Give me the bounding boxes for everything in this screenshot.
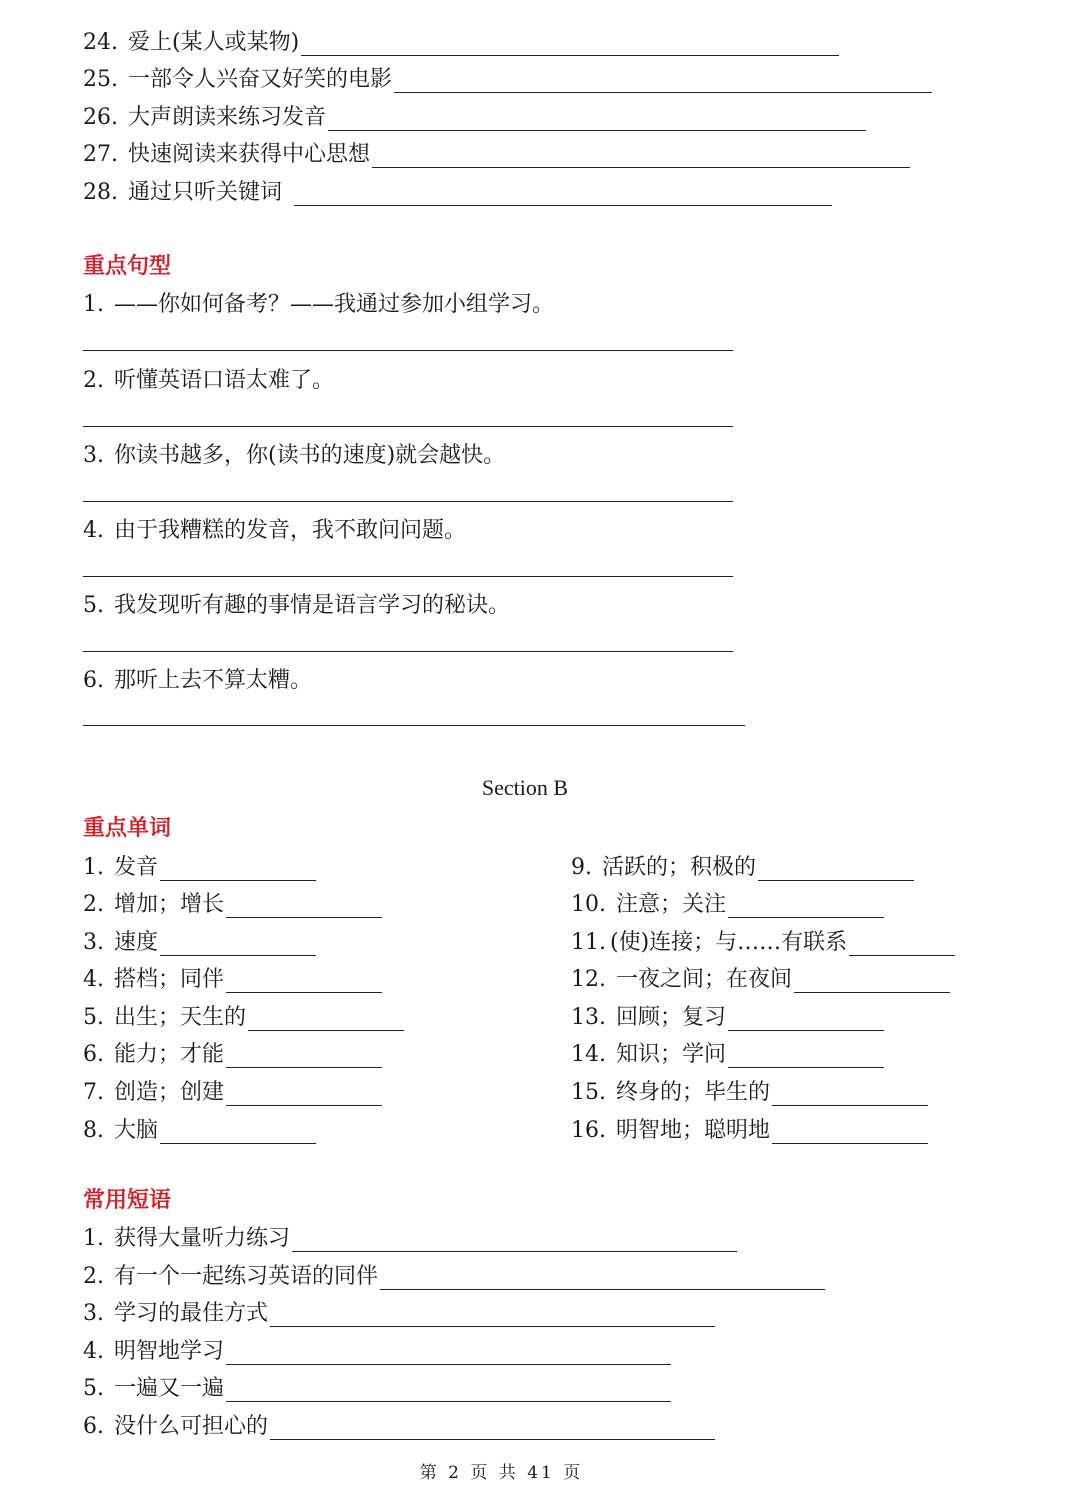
item-number: 7. [83,1080,104,1105]
item-text: 知识；学问 [616,1042,727,1067]
word-item [83,957,382,993]
answer-blank[interactable] [226,1379,671,1402]
answer-blank[interactable] [372,145,910,168]
word-item [571,882,884,918]
answer-blank[interactable] [292,1229,737,1252]
answer-blank[interactable] [248,1008,404,1031]
item-number: 16. [571,1118,606,1143]
answer-blank[interactable] [160,1121,316,1144]
item-number: 26. [83,105,118,130]
item-text: 获得大量听力练习 [114,1226,291,1251]
answer-blank[interactable] [270,1417,715,1440]
item-text: 大脑 [114,1118,159,1143]
item-number: 11. [571,930,606,955]
word-item [83,1108,316,1144]
answer-blank[interactable] [160,858,316,881]
word-item [571,1032,884,1068]
sentence-item [83,658,312,694]
item-text: (使)连接；与……有联系 [610,930,848,955]
item-text: 活跃的；积极的 [602,855,757,880]
item-text: 搭档；同伴 [114,967,225,992]
item-number: 25. [83,67,118,92]
item-text: 由于我糟糕的发音，我不敢问问题。 [114,518,467,543]
phrase-item [83,1291,715,1327]
answer-blank[interactable] [301,33,839,56]
answer-blank[interactable] [226,1342,671,1365]
answer-line[interactable] [83,350,733,351]
answer-blank[interactable] [772,1121,928,1144]
item-number: 15. [571,1080,606,1105]
answer-line[interactable] [83,576,733,577]
item-number: 1. [83,292,104,317]
phrase-item-25 [83,57,932,93]
sentence-item [83,583,510,619]
phrases-heading: 常用短语 [83,1187,172,1213]
item-text: 听懂英语口语太难了。 [114,368,335,393]
answer-blank[interactable] [728,895,884,918]
phrase-item-27 [83,132,910,168]
phrase-item [83,1404,715,1440]
item-number: 14. [571,1042,606,1067]
item-text: 爱上(某人或某物) [128,30,300,55]
item-text: 大声朗读来练习发音 [128,105,327,130]
phrase-item-26 [83,95,866,131]
item-number: 9. [571,855,592,880]
phrase-item [83,1366,671,1402]
item-text: 没什么可担心的 [114,1414,269,1439]
word-item [83,882,382,918]
item-number: 27. [83,142,118,167]
answer-blank[interactable] [758,858,914,881]
item-number: 1. [83,1226,104,1251]
item-number: 1. [83,855,104,880]
item-text: 你读书越多，你(读书的速度)就会越快。 [114,443,506,468]
item-number: 10. [571,892,606,917]
phrase-item-24 [83,20,839,56]
word-item [571,995,884,1031]
phrase-item-28 [83,170,832,206]
item-number: 6. [83,1042,104,1067]
answer-blank[interactable] [728,1045,884,1068]
word-item [571,957,950,993]
sentences-heading: 重点句型 [83,253,172,279]
item-number: 2. [83,368,104,393]
word-item [83,845,316,881]
word-item [83,995,404,1031]
item-text: 明智地学习 [114,1339,225,1364]
phrase-item [83,1254,825,1290]
item-text: 终身的；毕生的 [616,1080,771,1105]
answer-blank[interactable] [772,1083,928,1106]
answer-blank[interactable] [849,933,955,956]
answer-blank[interactable] [728,1008,884,1031]
answer-blank[interactable] [226,970,382,993]
item-number: 6. [83,1414,104,1439]
item-text: 通过只听关键词 [128,180,283,205]
answer-blank[interactable] [794,970,950,993]
answer-line[interactable] [83,725,745,726]
answer-blank[interactable] [226,1045,382,1068]
item-text: 出生；天生的 [114,1005,247,1030]
answer-blank[interactable] [380,1267,825,1290]
item-number: 4. [83,518,104,543]
item-number: 5. [83,1005,104,1030]
item-text: 快速阅读来获得中心思想 [128,142,371,167]
answer-line[interactable] [83,501,733,502]
item-number: 4. [83,967,104,992]
item-number: 28. [83,180,118,205]
words-heading: 重点单词 [83,815,172,841]
item-number: 2. [83,1264,104,1289]
item-text: 发音 [114,855,159,880]
item-text: 我发现听有趣的事情是语言学习的秘诀。 [114,593,511,618]
sentence-item [83,433,505,469]
item-text: 创造；创建 [114,1080,225,1105]
item-text: ——你如何备考？——我通过参加小组学习。 [114,292,555,317]
word-item [571,1108,928,1144]
item-number: 12. [571,967,606,992]
sentence-item [83,508,466,544]
answer-blank[interactable] [226,1083,382,1106]
item-number: 5. [83,593,104,618]
word-item [571,845,914,881]
item-number: 2. [83,892,104,917]
item-text: 增加；增长 [114,892,225,917]
item-number: 4. [83,1339,104,1364]
item-number: 24. [83,30,118,55]
word-item [571,920,955,956]
word-item [83,1032,382,1068]
item-text: 一遍又一遍 [114,1376,225,1401]
item-number: 3. [83,1301,104,1326]
answer-blank[interactable] [394,70,932,93]
sentence-item [83,282,554,318]
answer-line[interactable] [83,651,733,652]
sentence-item [83,358,334,394]
section-title: Section B [481,775,569,800]
phrase-item [83,1216,737,1252]
answer-blank[interactable] [294,183,832,206]
phrase-item [83,1329,671,1365]
item-text: 学习的最佳方式 [114,1301,269,1326]
answer-line[interactable] [83,426,733,427]
page-footer: 第 2 页 共 41 页 [419,1463,584,1483]
item-number: 5. [83,1376,104,1401]
item-number: 6. [83,668,104,693]
answer-blank[interactable] [328,108,866,131]
answer-blank[interactable] [160,933,316,956]
answer-blank[interactable] [226,895,382,918]
item-text: 注意；关注 [616,892,727,917]
item-text: 有一个一起练习英语的同伴 [114,1264,379,1289]
word-item [83,920,316,956]
item-number: 3. [83,443,104,468]
item-text: 那听上去不算太糟。 [114,668,313,693]
answer-blank[interactable] [270,1304,715,1327]
item-number: 3. [83,930,104,955]
item-text: 能力；才能 [114,1042,225,1067]
item-text: 速度 [114,930,159,955]
item-number: 13. [571,1005,606,1030]
word-item [571,1070,928,1106]
item-text: 明智地；聪明地 [616,1118,771,1143]
item-number: 8. [83,1118,104,1143]
word-item [83,1070,382,1106]
item-text: 一夜之间；在夜间 [616,967,793,992]
item-text: 回顾；复习 [616,1005,727,1030]
item-text: 一部令人兴奋又好笑的电影 [128,67,393,92]
